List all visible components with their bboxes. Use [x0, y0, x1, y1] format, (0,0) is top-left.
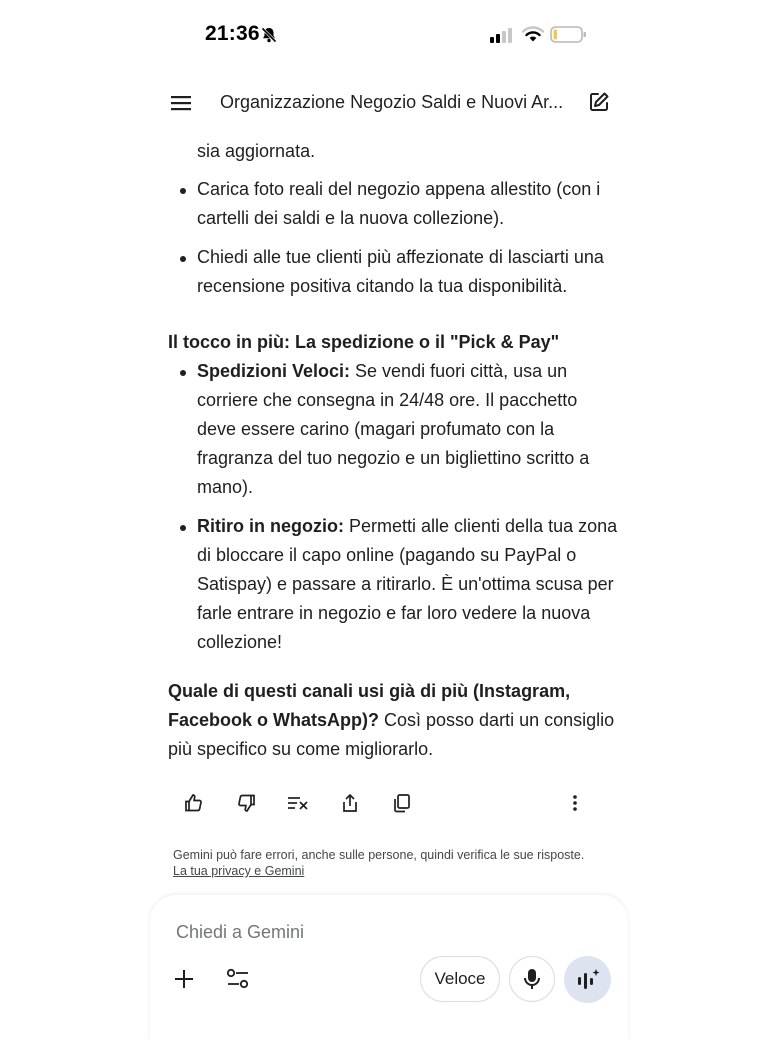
copy-icon[interactable] [388, 789, 416, 817]
thumbs-down-icon[interactable] [232, 789, 260, 817]
bullet-marker [180, 525, 186, 531]
gemini-live-icon[interactable] [564, 956, 611, 1003]
disclaimer-text: Gemini può fare errori, anche sulle persone, quindi verifica le sue risposte. [173, 848, 585, 862]
model-mode-button[interactable]: Veloce [420, 956, 500, 1002]
text-line: sia aggiornata. [197, 141, 316, 161]
disclaimer [173, 847, 593, 879]
share-icon[interactable] [336, 789, 364, 817]
menu-icon[interactable] [168, 90, 194, 116]
microphone-icon[interactable] [509, 956, 555, 1002]
list-item: Carica foto reali del negozio appena allestito (con i cartelli dei saldi e la nuova collezione). [197, 179, 601, 228]
battery-icon [550, 25, 588, 50]
bell-slash-icon [260, 26, 278, 49]
closing-paragraph: Quale di questi canali usi già di più (Instagram, Facebook o WhatsApp)? Così posso darti un consiglio più specifico su come migliorarlo. [168, 681, 615, 759]
cellular-signal-icon [490, 27, 516, 48]
section-heading: Il tocco in più: La spedizione o il "Pick & Pay" [168, 332, 560, 352]
list-item: Ritiro in negozio: Permetti alle clienti della tua zona di bloccare il capo online (pagando su PayPal o Satispay) e passare a ritirarlo. È un'ottima scusa per farle entrare in negozio e far loro vedere la nuova collezione! [197, 516, 618, 652]
response-actions [0, 789, 780, 819]
bullet-marker [180, 256, 186, 262]
composer [150, 895, 628, 1041]
thumbs-up-icon[interactable] [180, 789, 208, 817]
plus-icon[interactable] [172, 967, 196, 991]
conversation-title[interactable]: Organizzazione Negozio Saldi e Nuovi Ar... [220, 92, 564, 112]
list-item: Chiedi alle tue clienti più affezionate di lasciarti una recensione positiva citando la tua disponibilità. [197, 247, 604, 296]
privacy-link[interactable]: La tua privacy e Gemini [173, 864, 305, 878]
status-bar [0, 0, 780, 70]
new-chat-edit-icon[interactable] [586, 89, 612, 115]
app-bar [0, 80, 780, 124]
bullet-marker [180, 370, 186, 376]
modify-response-icon[interactable] [284, 789, 312, 817]
more-options-icon[interactable] [561, 789, 589, 817]
list-item: Spedizioni Veloci: Se vendi fuori città, usa un corriere che consegna in 24/48 ore. Il pacchetto deve essere carino (magari profumato con la fragranza del tuo negozio e un bigliettino scritto a mano). [197, 361, 590, 497]
status-time: 21:36 [205, 22, 260, 45]
prompt-input[interactable]: Chiedi a Gemini [176, 922, 305, 942]
bullet-marker [180, 188, 186, 194]
wifi-icon [522, 25, 544, 48]
tools-icon[interactable] [225, 967, 251, 991]
